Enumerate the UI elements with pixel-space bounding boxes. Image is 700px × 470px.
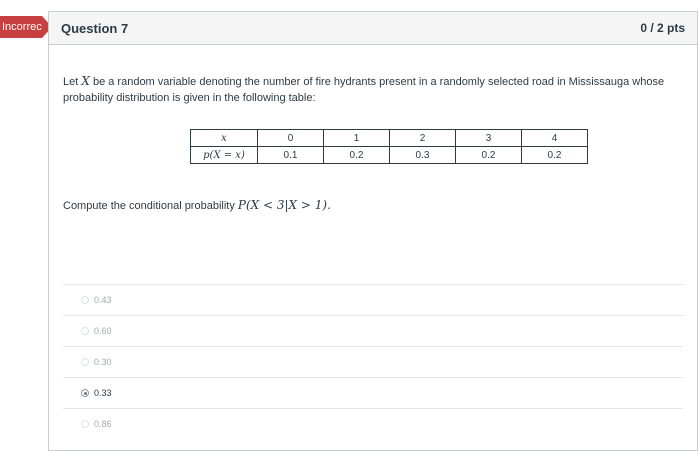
answer-label: 0.30 [94, 357, 112, 367]
table-cell-p2: 0.3 [390, 147, 456, 164]
table-cell-x2: 2 [390, 130, 456, 147]
question-points: 0 / 2 pts [640, 21, 685, 35]
incorrect-badge [0, 16, 45, 38]
badge-label: Incorrect [2, 21, 45, 33]
radio-icon[interactable] [81, 420, 89, 428]
compute-prompt [63, 198, 683, 212]
table-row-x [191, 130, 588, 147]
answer-label: 0.60 [94, 326, 112, 336]
question-prompt [63, 73, 683, 106]
prompt-variable: X [81, 74, 90, 88]
answer-label: 0.43 [94, 295, 112, 305]
question-title: Question 7 [61, 20, 129, 36]
prompt-after: be a random variable denoting the number of fire hydrants present in a randomly selected road in Mississauga whose probability distribution is given in the following table: [63, 76, 665, 104]
radio-icon[interactable] [81, 296, 89, 304]
answer-option-3[interactable] [63, 346, 683, 377]
answer-label: 0.33 [94, 388, 112, 398]
table-cell-p1: 0.2 [324, 147, 390, 164]
table-cell-x0: 0 [258, 130, 324, 147]
answer-option-4[interactable] [63, 377, 683, 408]
answer-list [63, 284, 683, 439]
answer-option-5[interactable] [63, 408, 683, 439]
radio-selected-icon[interactable] [81, 389, 89, 397]
table-cell-x4: 4 [522, 130, 588, 147]
answer-option-1[interactable] [63, 284, 683, 315]
answer-label: 0.86 [94, 419, 112, 429]
table-row-p [191, 147, 588, 164]
table-cell-p0: 0.1 [258, 147, 324, 164]
table-cell-p3: 0.2 [456, 147, 522, 164]
table-header-x: x [191, 130, 258, 147]
prompt-before: Let [63, 76, 82, 88]
table-cell-p4: 0.2 [522, 147, 588, 164]
distribution-table [190, 129, 588, 164]
radio-icon[interactable] [81, 327, 89, 335]
table-cell-x3: 3 [456, 130, 522, 147]
radio-icon[interactable] [81, 358, 89, 366]
compute-text: Compute the conditional probability [63, 200, 238, 212]
table-header-p: p(X = x) [191, 147, 258, 164]
question-header [49, 12, 697, 45]
question-card [48, 11, 698, 451]
table-cell-x1: 1 [324, 130, 390, 147]
answer-option-2[interactable] [63, 315, 683, 346]
question-body [49, 45, 697, 212]
compute-math: P(X < 3|X > 1). [237, 198, 331, 212]
